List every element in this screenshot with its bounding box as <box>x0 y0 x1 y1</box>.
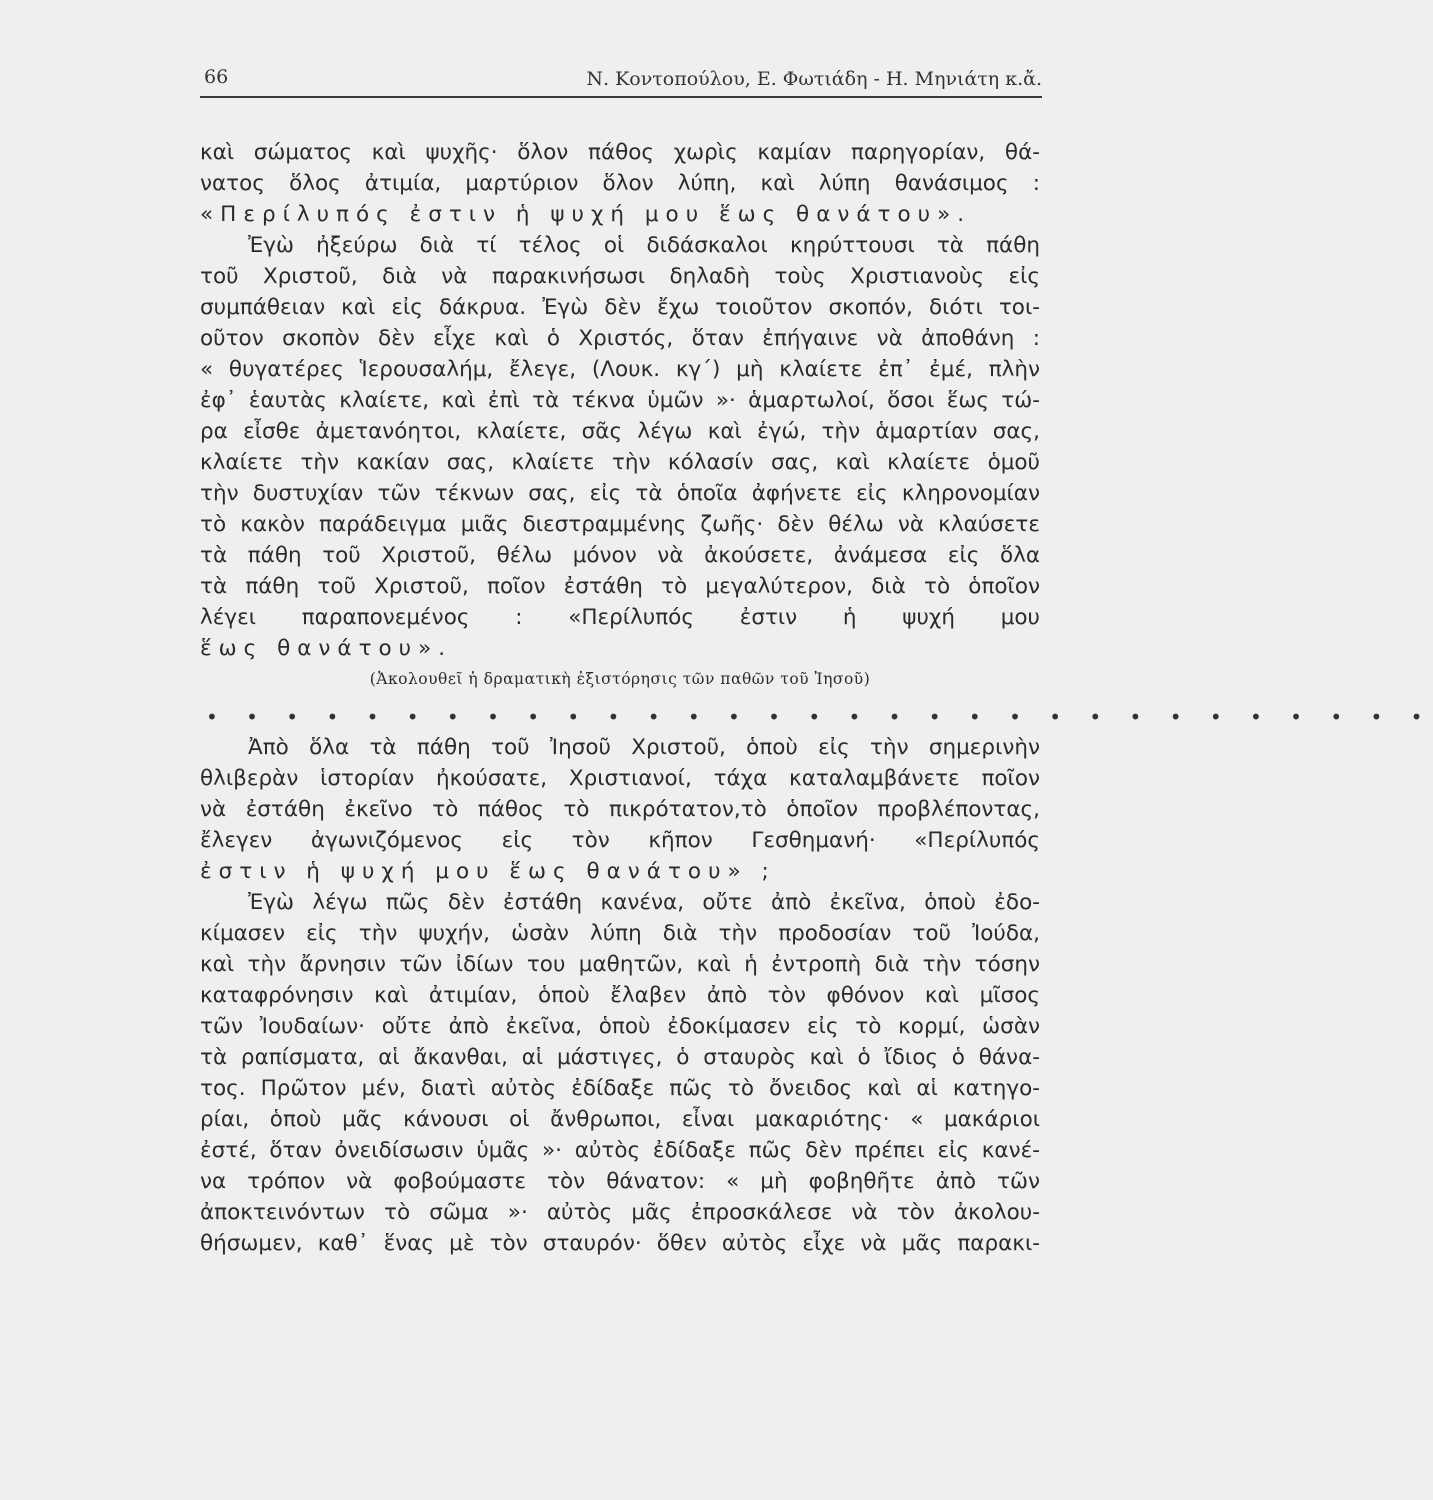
text-line: τῶν Ἰουδαίων· οὔτε ἀπὸ ἐκεῖνα, ὁποὺ ἐδοκίμασεν εἰς τὸ κορμί, ὡσὰν <box>200 1014 1040 1039</box>
text-line: τὰ πάθη τοῦ Χριστοῦ, θέλω μόνον νὰ ἀκούσετε, ἀνάμεσα εἰς ὅλα <box>200 543 1040 568</box>
quote-line: ἐστιν ἡ ψυχή μου ἕως θανάτου» ; <box>200 859 776 884</box>
page-number: 66 <box>204 66 229 88</box>
text-line: τὴν δυστυχίαν τῶν τέκνων σας, εἰς τὰ ὁποῖα ἀφήνετε εἰς κληρονομίαν <box>200 481 1040 506</box>
text-line: τοῦ Χριστοῦ, διὰ νὰ παρακινήσωσι δηλαδὴ τοὺς Χριστιανοὺς εἰς <box>200 264 1040 289</box>
text-line: ἔλεγεν ἀγωνιζόμενος εἰς τὸν κῆπον Γεσθημανή· «Περίλυπός <box>200 828 1040 853</box>
text-line: ρα εἶσθε ἀμετανόητοι, κλαίετε, σᾶς λέγω καὶ ἐγώ, τὴν ἁμαρτίαν σας, <box>200 419 1040 444</box>
text-line: τὰ πάθη τοῦ Χριστοῦ, ποῖον ἐστάθη τὸ μεγαλύτερον, διὰ τὸ ὁποῖον <box>200 574 1040 599</box>
quote-line: «Περίλυπός ἐστιν ἡ ψυχή μου ἕως θανάτου». <box>200 202 972 227</box>
text-line: τὰ ραπίσματα, αἱ ἄκανθαι, αἱ μάστιγες, ὁ σταυρὸς καὶ ὁ ἴδιος ὁ θάνα- <box>200 1045 1040 1070</box>
text-line: Ἀπὸ ὅλα τὰ πάθη τοῦ Ἰησοῦ Χριστοῦ, ὁποὺ εἰς τὴν σημερινὴν <box>248 735 1040 760</box>
caption: (Ἀκολουθεῖ ἡ δραματικὴ ἐξιστόρησις τῶν παθῶν τοῦ Ἰησοῦ) <box>369 670 871 688</box>
text-line: θλιβερὰν ἱστορίαν ἠκούσατε, Χριστιανοί, τάχα καταλαμβάνετε ποῖον <box>200 766 1040 791</box>
text-line: ἀποκτεινόντων τὸ σῶμα »· αὐτὸς μᾶς ἐπροσκάλεσε νὰ τὸν ἀκολου- <box>200 1200 1040 1225</box>
header-authors: Ν. Κοντοπούλου, Ε. Φωτιάδη - Η. Μηνιάτη κ.ἄ. <box>586 68 1042 90</box>
header-rule <box>200 96 1042 98</box>
quote-line: ἕως θανάτου». <box>200 636 453 661</box>
text-line: κλαίετε τὴν κακίαν σας, κλαίετε τὴν κόλασίν σας, καὶ κλαίετε ὁμοῦ <box>200 450 1040 475</box>
text-line: Ἐγὼ λέγω πῶς δὲν ἐστάθη κανένα, οὔτε ἀπὸ ἐκεῖνα, ὁποὺ ἐδο- <box>248 890 1040 915</box>
section-separator: • • • • • • • • • • • • • • • • • • • • • • • • • • • • • • • <box>206 705 1433 729</box>
running-head <box>204 60 1042 94</box>
text-line: νατος ὅλος ἀτιμία, μαρτύριον ὅλον λύπη, καὶ λύπη θανάσιμος : <box>200 171 1040 196</box>
text-line: συμπάθειαν καὶ εἰς δάκρυα. Ἐγὼ δὲν ἔχω τοιοῦτον σκοπόν, διότι τοι- <box>200 295 1040 320</box>
text-line: « θυγατέρες Ἱερουσαλήμ, ἔλεγε, (Λουκ. κγ΄) μὴ κλαίετε ἐπ᾿ ἐμέ, πλὴν <box>200 357 1040 382</box>
text-line: να τρόπον νὰ φοβούμαστε τὸν θάνατον: « μὴ φοβηθῆτε ἀπὸ τῶν <box>200 1169 1040 1194</box>
text-line: ἐστέ, ὅταν ὀνειδίσωσιν ὑμᾶς »· αὐτὸς ἐδίδαξε πῶς δὲν πρέπει εἰς κανέ- <box>200 1138 1040 1163</box>
text-line: τος. Πρῶτον μέν, διατὶ αὐτὸς ἐδίδαξε πῶς τὸ ὄνειδος καὶ αἱ κατηγο- <box>200 1076 1040 1101</box>
text-line: κίμασεν εἰς τὴν ψυχήν, ὡσὰν λύπη διὰ τὴν προδοσίαν τοῦ Ἰούδα, <box>200 921 1040 946</box>
text-line: θήσωμεν, καθ᾿ ἕνας μὲ τὸν σταυρόν· ὅθεν αὐτὸς εἶχε νὰ μᾶς παρακι- <box>200 1231 1040 1256</box>
text-line: οῦτον σκοπὸν δὲν εἶχε καὶ ὁ Χριστός, ὅταν ἐπήγαινε νὰ ἀποθάνη : <box>200 326 1040 351</box>
text-line: ἐφ᾿ ἑαυτὰς κλαίετε, καὶ ἐπὶ τὰ τέκνα ὑμῶν »· ἁμαρτωλοί, ὅσοι ἕως τώ- <box>200 388 1040 413</box>
text-line: λέγει παραπονεμένος : «Περίλυπός ἐστιν ἡ ψυχή μου <box>200 605 1040 630</box>
text-line: καὶ τὴν ἄρνησιν τῶν ἰδίων του μαθητῶν, καὶ ἡ ἐντροπὴ διὰ τὴν τόσην <box>200 952 1040 977</box>
body-text <box>200 137 1433 1259</box>
text-line: νὰ ἐστάθη ἐκεῖνο τὸ πάθος τὸ πικρότατον,τὸ ὁποῖον προβλέποντας, <box>200 797 1040 822</box>
text-line: Ἐγὼ ἠξεύρω διὰ τί τέλος οἱ διδάσκαλοι κηρύττουσι τὰ πάθη <box>248 233 1040 258</box>
text-line: τὸ κακὸν παράδειγμα μιᾶς διεστραμμένης ζωῆς· δὲν θέλω νὰ κλαύσετε <box>200 512 1040 537</box>
text-line: καταφρόνησιν καὶ ἀτιμίαν, ὁποὺ ἔλαβεν ἀπὸ τὸν φθόνον καὶ μῖσος <box>200 983 1040 1008</box>
text-line: καὶ σώματος καὶ ψυχῆς· ὅλον πάθος χωρὶς καμίαν παρηγορίαν, θά- <box>200 140 1040 165</box>
text-line: ρίαι, ὁποὺ μᾶς κάνουσι οἱ ἄνθρωποι, εἶναι μακαριότης· « μακάριοι <box>200 1107 1040 1132</box>
